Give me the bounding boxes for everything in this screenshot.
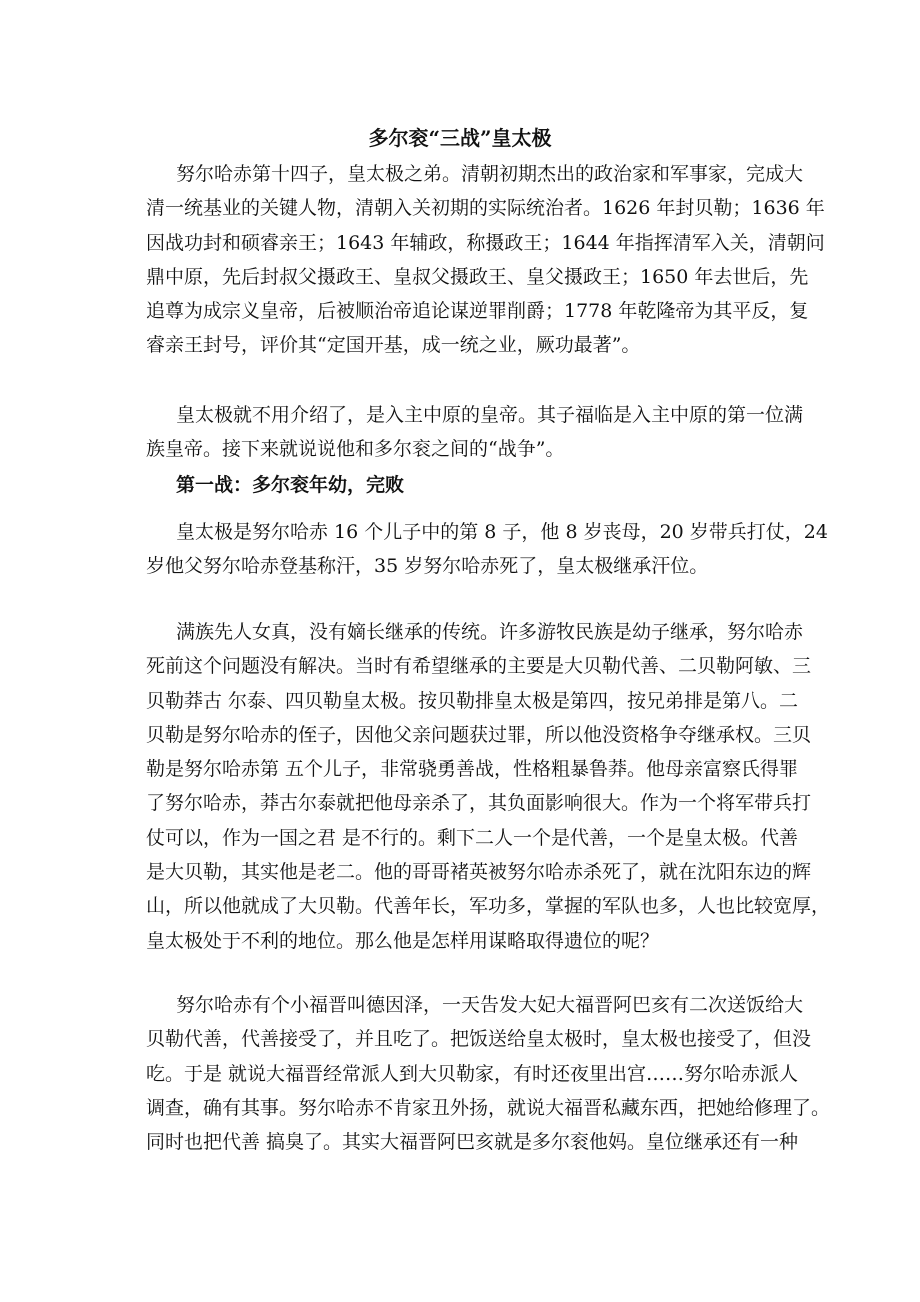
text-line: 勒是努尔哈赤第 五个儿子，非常骁勇善战，性格粗暴鲁莽。他母亲富察氏得罪 xyxy=(146,758,799,781)
text-line: 仗可以，作为一国之君 是不行的。剩下二人一个是代善，一个是皇太极。代善 xyxy=(146,826,799,849)
text-line: 了努尔哈赤，莽古尔泰就把他母亲杀了，其负面影响很大。作为一个将军带兵打 xyxy=(146,792,812,815)
text-line: 岁他父努尔哈赤登基称汗，35 岁努尔哈赤死了，皇太极继承汗位。 xyxy=(146,555,709,578)
section-heading xyxy=(146,468,790,502)
paragraph xyxy=(146,157,825,363)
paragraph xyxy=(146,615,831,958)
document-title: 多尔衮“三战”皇太极 xyxy=(368,126,552,150)
text-line: 族皇帝。接下来就说说他和多尔衮之间的“战争”。 xyxy=(146,438,565,461)
text-line: 贝勒莽古 尔泰、四贝勒皇太极。按贝勒排皇太极是第四，按兄弟排是第八。二 xyxy=(146,689,799,712)
text-line: 追尊为成宗义皇帝，后被顺治帝追论谋逆罪削爵；1778 年乾隆帝为其平反，复 xyxy=(146,300,809,323)
paragraph xyxy=(146,988,831,1159)
text-line: 调查，确有其事。努尔哈赤不肯家丑外扬，就说大福晋私藏东西，把她给修理了。 xyxy=(146,1096,831,1119)
paragraph xyxy=(146,515,828,584)
text-line: 皇太极处于不利的地位。那么他是怎样用谋略取得遗位的呢？ xyxy=(146,929,660,952)
text-line: 努尔哈赤有个小福晋叫德因泽，一天告发大妃大福晋阿巴亥有二次送饭给大 xyxy=(176,994,804,1016)
text-line: 努尔哈赤第十四子，皇太极之弟。清朝初期杰出的政治家和军事家，完成大 xyxy=(176,163,804,185)
text-line: 死前这个问题没有解决。当时有希望继承的主要是大贝勒代善、二贝勒阿敏、三 xyxy=(146,655,812,678)
text-line: 山，所以他就成了大贝勒。代善年长，军功多，掌握的军队也多，人也比较宽厚， xyxy=(146,895,831,918)
text-line: 贝勒是努尔哈赤的侄子，因他父亲问题获过罪，所以他没资格争夺继承权。三贝 xyxy=(146,723,812,746)
text-line: 皇太极就不用介绍了，是入主中原的皇帝。其子福临是入主中原的第一位满 xyxy=(176,404,804,426)
text-line: 第一战：多尔衮年幼，完败 xyxy=(176,474,405,496)
text-line: 清一统基业的关键人物，清朝入关初期的实际统治者。1626 年封贝勒；1636 年 xyxy=(146,197,825,220)
text-line: 皇太极是努尔哈赤 16 个儿子中的第 8 子，他 8 岁丧母，20 岁带兵打仗，24 xyxy=(176,521,828,543)
text-line: 睿亲王封号，评价其“定国开基，成一统之业，厥功最著”。 xyxy=(146,334,641,357)
text-line: 是大贝勒，其实他是老二。他的哥哥褚英被努尔哈赤杀死了，就在沈阳东边的辉 xyxy=(146,861,812,884)
text-line: 满族先人女真，没有嫡长继承的传统。许多游牧民族是幼子继承，努尔哈赤 xyxy=(176,621,804,643)
text-line: 贝勒代善，代善接受了，并且吃了。把饭送给皇太极时，皇太极也接受了，但没 xyxy=(146,1028,812,1051)
text-line: 鼎中原，先后封叔父摄政王、皇叔父摄政王、皇父摄政王；1650 年去世后，先 xyxy=(146,265,809,288)
text-line: 因战功封和硕睿亲王；1643 年辅政，称摄政王；1644 年指挥清军入关，清朝问 xyxy=(146,231,825,254)
text-line: 同时也把代善 搞臭了。其实大福晋阿巴亥就是多尔衮他妈。皇位继承还有一种 xyxy=(146,1131,799,1154)
paragraph xyxy=(146,398,804,467)
text-line: 吃。于是 就说大福晋经常派人到大贝勒家，有时还夜里出宫……努尔哈赤派人 xyxy=(146,1062,799,1085)
